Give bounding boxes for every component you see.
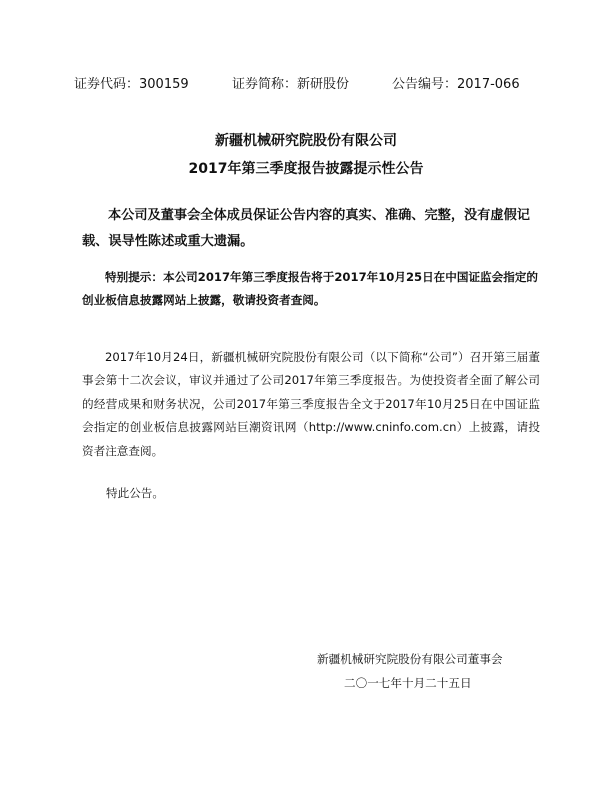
company-title: 新疆机械研究院股份有限公司: [215, 133, 397, 149]
signature-board: 新疆机械研究院股份有限公司董事会: [317, 652, 503, 666]
notice-number: 公告编号：2017-066: [392, 77, 520, 92]
body-paragraph: 2017年10月24日，新疆机械研究院股份有限公司（以下简称“公司”）召开第三届董事会第十二次会议，审议并通过了公司2017年第三季度报告。为使投资者全面了解公司的经营成果和财务状况，公司2017年第三季度报告全文于2017年10月25日在中国证监会指定的创业板信息披露网站巨潮资讯网（http://www.cninfo.com.cn）上披露，请投资者注意查阅。: [82, 350, 540, 458]
notice-title: 2017年第三季度报告披露提示性公告: [188, 161, 424, 177]
security-code: 证券代码：300159: [74, 77, 189, 92]
security-short-name: 证券简称：新研股份: [232, 77, 350, 92]
closing-remark: 特此公告。: [106, 486, 164, 500]
special-notice: 特别提示：本公司2017年第三季度报告将于2017年10月25日在中国证监会指定的创业板信息披露网站上披露，敬请投资者查阅。: [82, 270, 539, 307]
board-statement: 本公司及董事会全体成员保证公告内容的真实、准确、完整，没有虚假记载、误导性陈述或重大遗漏。: [82, 208, 530, 249]
signature-date: 二〇一七年十月二十五日: [344, 676, 472, 690]
document-header: [74, 73, 524, 92]
